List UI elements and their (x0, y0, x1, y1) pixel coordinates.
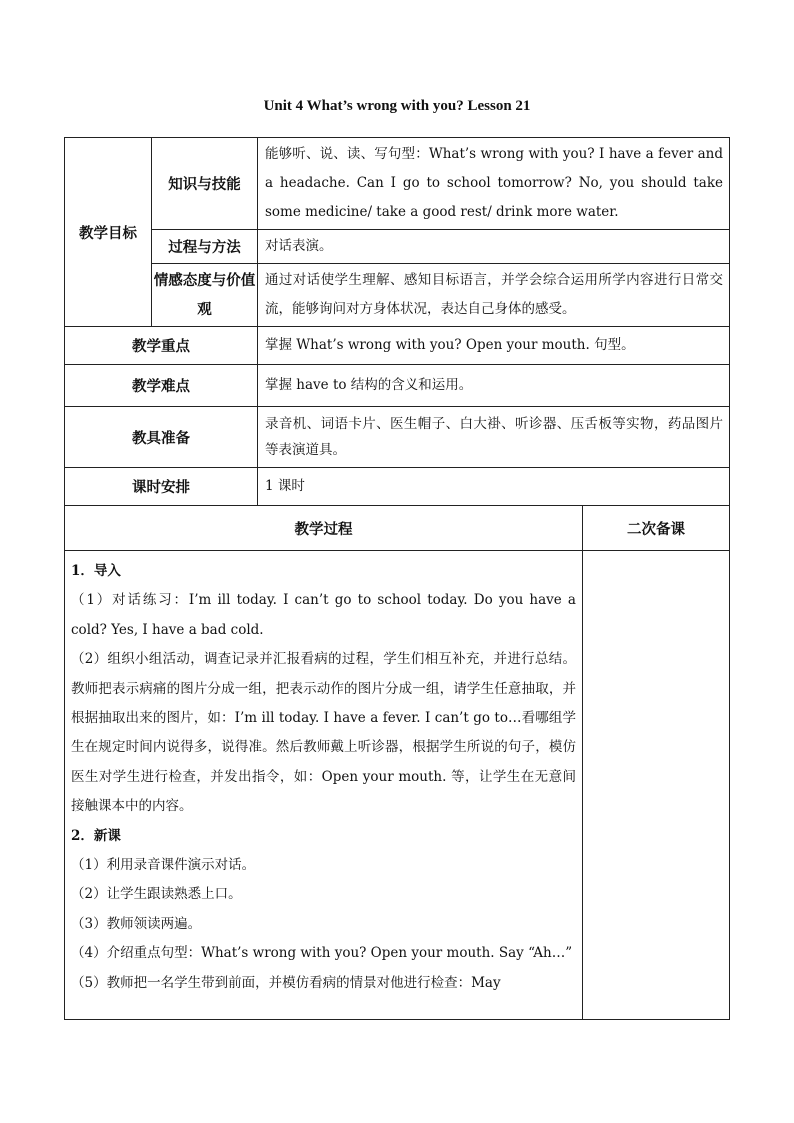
knowledge-skills-content: 能够听、说、读、写句型：What’s wrong with you? I have a fever and a headache. Can I go to school tomorrow? No, you should take some medicine/ take a good rest/ drink more water. (258, 138, 730, 230)
process-content (65, 551, 583, 1020)
process-methods-content: 对话表演。 (258, 230, 730, 264)
key-points-label: 教学重点 (65, 327, 258, 365)
materials-row (65, 407, 730, 468)
objective-row-process (65, 230, 730, 264)
objective-row-attitude (65, 264, 730, 327)
process-step: （1）利用录音课件演示对话。 (71, 857, 256, 874)
materials-label: 教具准备 (65, 407, 258, 468)
materials-content: 录音机、词语卡片、医生帽子、白大褂、听诊器、压舌板等实物，药品图片等表演道具。 (258, 407, 730, 468)
difficulties-row (65, 365, 730, 407)
attitude-values-label: 情感态度与价值观 (152, 264, 258, 327)
process-step: （3）教师领读两遍。 (71, 915, 202, 932)
schedule-row (65, 468, 730, 506)
process-step: （1）对话练习：I’m ill today. I can’t go to school today. Do you have a cold? Yes, I have a bad cold. (71, 592, 576, 638)
process-step: （2）让学生跟读熟悉上口。 (71, 886, 242, 903)
schedule-content: 1 课时 (258, 468, 730, 506)
section-heading-intro: 1．导入 (71, 563, 121, 579)
process-body-row (65, 551, 730, 1020)
objective-row-knowledge (65, 138, 730, 230)
process-step: （2）组织小组活动，调查记录并汇报看病的过程，学生们相互补充，并进行总结。教师把表示病痛的图片分成一组，把表示动作的图片分成一组，请学生任意抽取，并根据抽取出来的图片，如：I’m ill today. I have a fever. I can’t go to…看哪组学生在规定时间内说得多，说得准。然后教师戴上听诊器，根据学生所说的句子，模仿医生对学生进行检查，并发出指令，如：Open your mouth. 等，让学生在无意间接触课本中的内容。 (71, 651, 576, 815)
process-step: （5）教师把一名学生带到前面，并模仿看病的情景对他进行检查：May (71, 974, 501, 991)
key-points-row (65, 327, 730, 365)
document-title: Unit 4 What’s wrong with you? Lesson 21 (263, 98, 531, 114)
process-step: （4）介绍重点句型：What’s wrong with you? Open your mouth. Say “Ah…” (71, 945, 573, 962)
process-header: 教学过程 (65, 506, 583, 551)
difficulties-label: 教学难点 (65, 365, 258, 407)
process-header-row (65, 506, 730, 551)
attitude-values-content: 通过对话使学生理解、感知目标语言，并学会综合运用所学内容进行日常交流，能够询问对方身体状况，表达自己身体的感受。 (258, 264, 730, 327)
section-heading-new-lesson: 2．新课 (71, 827, 121, 844)
difficulties-content: 掌握 have to 结构的含义和运用。 (258, 365, 730, 407)
knowledge-skills-label: 知识与技能 (152, 138, 258, 230)
objectives-label: 教学目标 (65, 138, 152, 327)
process-methods-label: 过程与方法 (152, 230, 258, 264)
key-points-content: 掌握 What’s wrong with you? Open your mouth. 句型。 (258, 327, 730, 365)
lesson-plan-table (64, 137, 730, 1020)
notes-header: 二次备课 (583, 506, 730, 551)
schedule-label: 课时安排 (65, 468, 258, 506)
notes-content (583, 551, 730, 1020)
